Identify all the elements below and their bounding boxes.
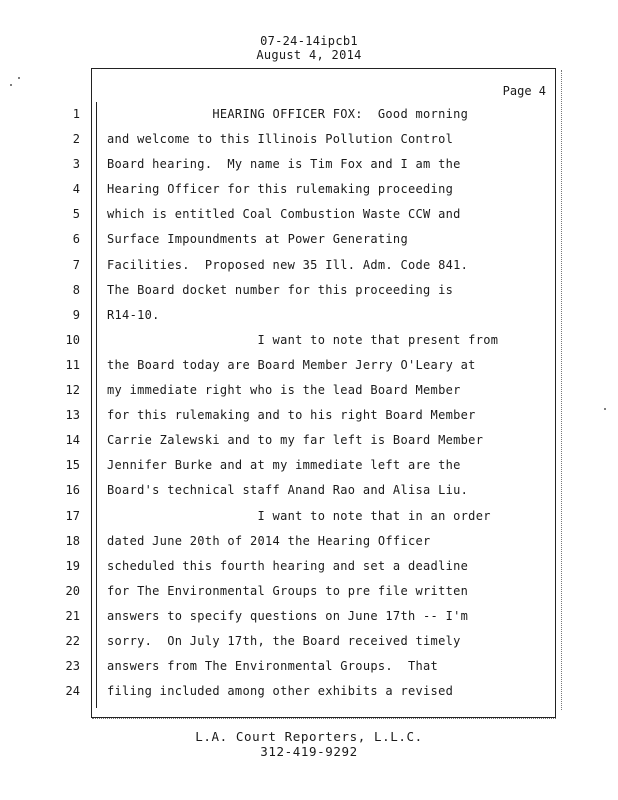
reporter-company: L.A. Court Reporters, L.L.C. <box>195 729 423 744</box>
line-text: which is entitled Coal Combustion Waste CCW and <box>107 207 461 222</box>
transcript-line <box>0 405 618 430</box>
transcript-line <box>0 506 618 531</box>
line-number: 2 <box>72 132 80 147</box>
line-text: filing included among other exhibits a revised <box>107 684 454 699</box>
line-number: 6 <box>72 232 80 247</box>
line-number: 11 <box>65 357 80 372</box>
transcript-footer <box>0 729 618 759</box>
reporter-phone: 312-419-9292 <box>260 744 358 759</box>
transcript-line <box>0 255 618 280</box>
scan-speck <box>10 84 12 86</box>
page-number: Page 4 <box>502 84 546 98</box>
line-text: R14-10. <box>107 307 160 322</box>
line-number: 7 <box>72 257 80 272</box>
line-text: answers from The Environmental Groups. That <box>107 659 439 674</box>
line-number: 19 <box>65 558 80 573</box>
line-text: scheduled this fourth hearing and set a deadline <box>107 558 469 573</box>
transcript-line <box>0 681 618 706</box>
line-number: 10 <box>65 332 80 347</box>
line-number: 22 <box>65 633 80 648</box>
line-number: 18 <box>65 533 80 548</box>
line-number: 17 <box>65 508 80 523</box>
transcript-line <box>0 179 618 204</box>
line-number: 15 <box>65 458 80 473</box>
line-text: sorry. On July 17th, the Board received timely <box>107 633 461 648</box>
line-number: 23 <box>65 659 80 674</box>
line-number: 3 <box>72 157 80 172</box>
transcript-line <box>0 305 618 330</box>
line-number: 14 <box>65 433 80 448</box>
line-text: Board's technical staff Anand Rao and Alisa Liu. <box>107 483 469 498</box>
line-number: 24 <box>65 684 80 699</box>
line-number: 8 <box>72 282 80 297</box>
line-text: Jennifer Burke and at my immediate left are the <box>107 458 461 473</box>
line-text: Board hearing. My name is Tim Fox and I am the <box>107 157 461 172</box>
line-number: 5 <box>72 207 80 222</box>
transcript-line <box>0 656 618 681</box>
transcript-date: August 4, 2014 <box>256 48 362 62</box>
line-number: 4 <box>72 182 80 197</box>
line-number: 1 <box>72 107 80 121</box>
transcript-line <box>0 531 618 556</box>
transcript-lines <box>0 104 618 706</box>
transcript-line <box>0 280 618 305</box>
transcript-line <box>0 581 618 606</box>
line-text: and welcome to this Illinois Pollution Control <box>107 132 454 147</box>
line-text: my immediate right who is the lead Board Member <box>107 383 461 398</box>
transcript-line <box>0 355 618 380</box>
case-id: 07-24-14ipcb1 <box>260 34 358 48</box>
transcript-line <box>0 229 618 254</box>
line-text: I want to note that in an order <box>107 508 491 523</box>
line-text: Facilities. Proposed new 35 Ill. Adm. Code 841. <box>107 257 469 272</box>
line-text: Surface Impoundments at Power Generating <box>107 232 408 247</box>
line-number: 12 <box>65 383 80 398</box>
line-number: 20 <box>65 583 80 598</box>
transcript-line <box>0 556 618 581</box>
scan-speck <box>18 77 20 79</box>
line-number: 13 <box>65 408 80 423</box>
line-text: Hearing Officer for this rulemaking proceeding <box>107 182 454 197</box>
transcript-line <box>0 154 618 179</box>
transcript-header <box>0 34 618 62</box>
transcript-line <box>0 631 618 656</box>
line-text: I want to note that present from <box>107 332 499 347</box>
transcript-line <box>0 455 618 480</box>
transcript-line <box>0 104 618 129</box>
transcript-line <box>0 129 618 154</box>
line-text: for this rulemaking and to his right Board Member <box>107 408 476 423</box>
transcript-line <box>0 380 618 405</box>
transcript-line <box>0 330 618 355</box>
transcript-line <box>0 480 618 505</box>
line-text: for The Environmental Groups to pre file written <box>107 583 469 598</box>
line-number: 16 <box>65 483 80 498</box>
line-text: The Board docket number for this proceeding is <box>107 282 454 297</box>
line-text: Carrie Zalewski and to my far left is Board Member <box>107 433 484 448</box>
line-text: HEARING OFFICER FOX: Good morning <box>107 107 469 121</box>
transcript-line <box>0 430 618 455</box>
transcript-line <box>0 606 618 631</box>
line-number: 9 <box>72 307 80 322</box>
scan-artifact-bottom-edge <box>92 718 556 719</box>
line-number: 21 <box>65 608 80 623</box>
line-text: answers to specify questions on June 17th -- I'm <box>107 608 469 623</box>
transcript-line <box>0 204 618 229</box>
line-text: dated June 20th of 2014 the Hearing Officer <box>107 533 431 548</box>
line-text: the Board today are Board Member Jerry O'Leary at <box>107 357 476 372</box>
